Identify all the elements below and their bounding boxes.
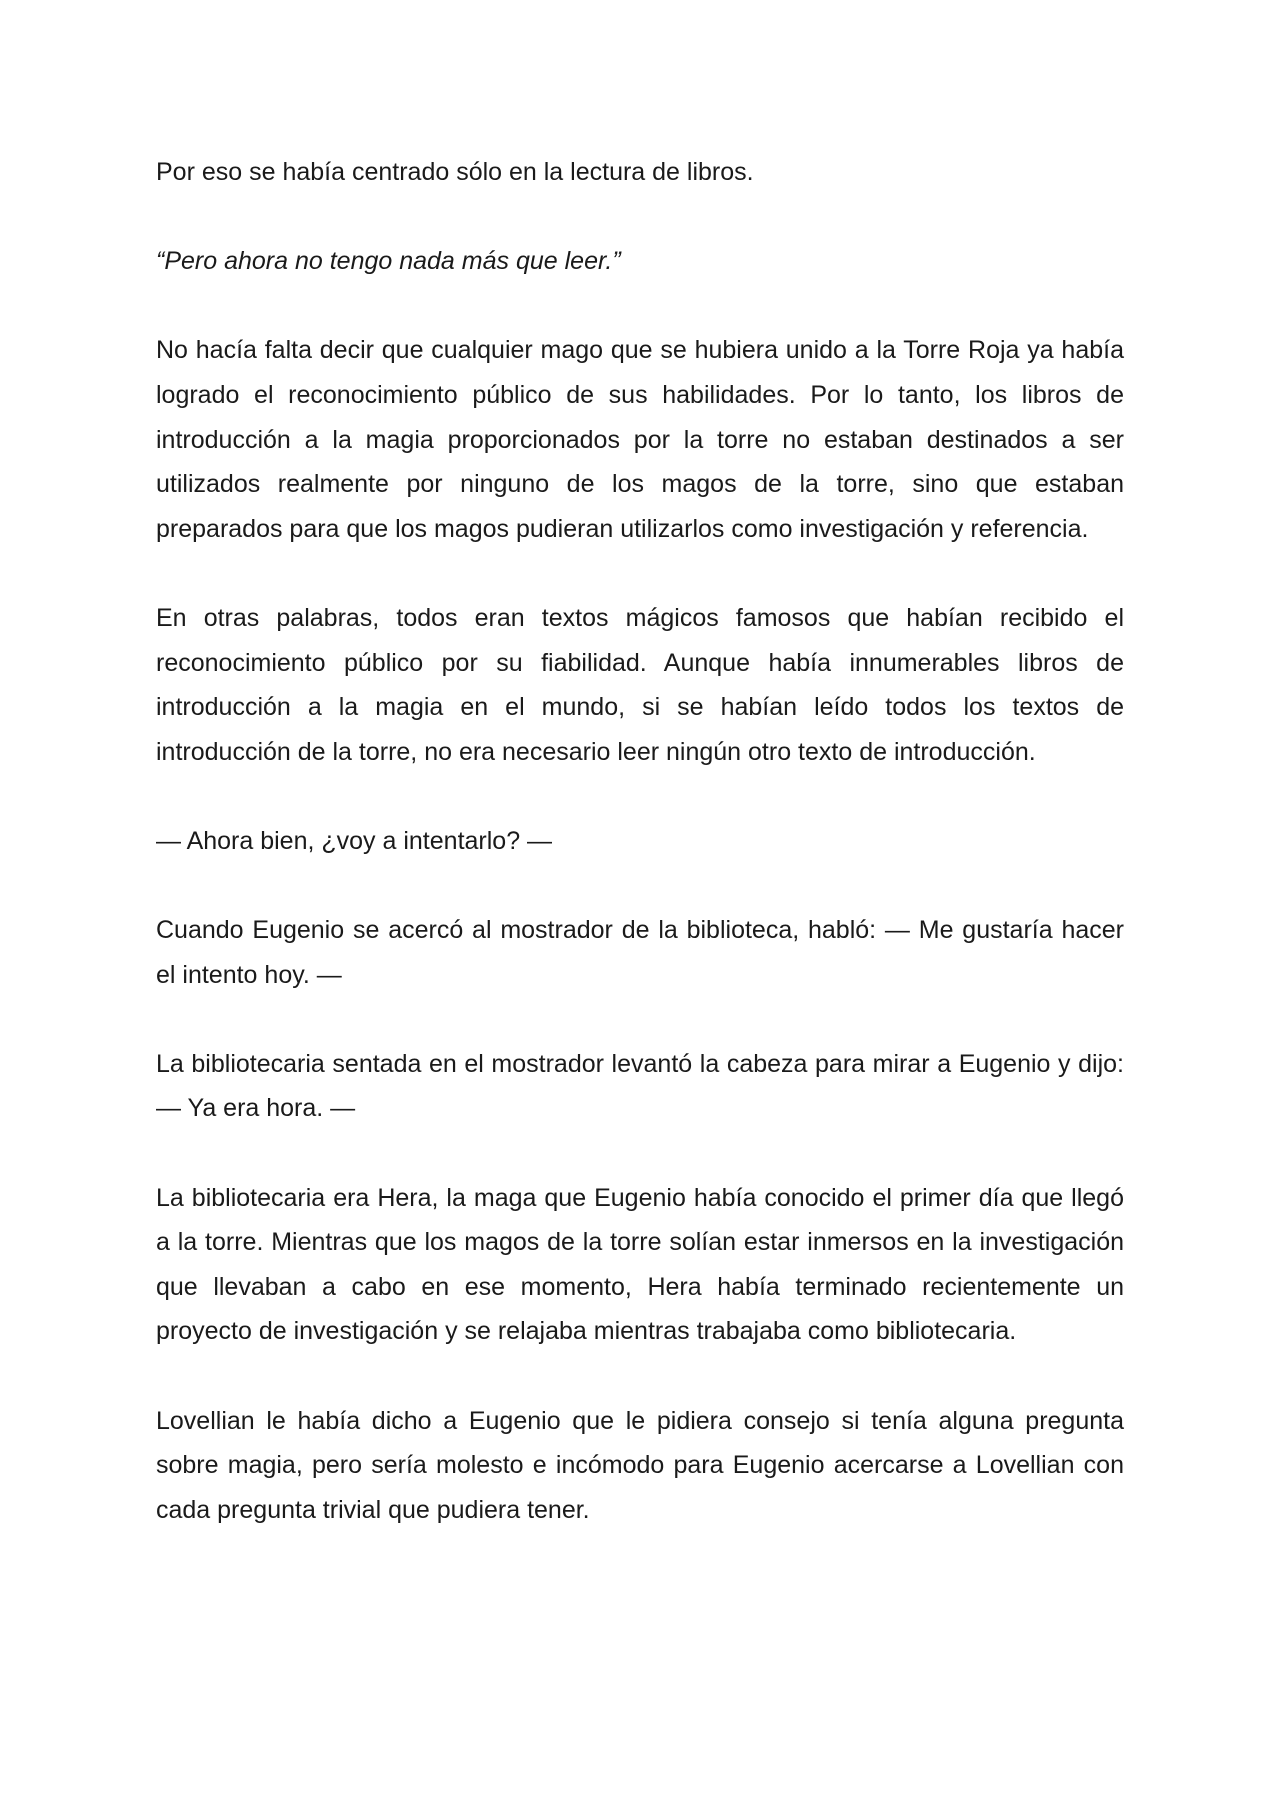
paragraph-dialogue: — Ahora bien, ¿voy a intentarlo? — (156, 826, 553, 855)
paragraph: No hacía falta decir que cualquier mago que se hubiera unido a la Torre Roja ya había logrado el reconocimiento público de sus habilidades. Por lo tanto, los libros de introducción a la magia proporcionados por la torre no estaban destinados a ser utilizados realmente por ninguno de los magos de la torre, sino que estaban preparados para que los magos pudieran utilizarlos como investigación y referencia. (156, 336, 1124, 543)
paragraph: La bibliotecaria sentada en el mostrador levantó la cabeza para mirar a Eugenio y dijo: — Ya era hora. — (156, 1049, 1124, 1123)
paragraph: Lovellian le había dicho a Eugenio que le pidiera consejo si tenía alguna pregunta sobre magia, pero sería molesto e incómodo para Eugenio acercarse a Lovellian con cada pregunta trivial que pudiera tener. (156, 1406, 1124, 1524)
paragraph-quote: “Pero ahora no tengo nada más que leer.” (156, 247, 621, 276)
paragraph: La bibliotecaria era Hera, la maga que Eugenio había conocido el primer día que llegó a la torre. Mientras que los magos de la torre solían estar inmersos en la investigación que llevaban a cabo en ese momento, Hera había terminado recientemente un proyecto de investigación y se relajaba mientras trabajaba como bibliotecaria. (156, 1183, 1124, 1346)
paragraph: En otras palabras, todos eran textos mágicos famosos que habían recibido el reconocimiento público por su fiabilidad. Aunque había innumerables libros de introducción a la magia en el mundo, si se habían leído todos los textos de introducción de la torre, no era necesario leer ningún otro texto de introducción. (156, 603, 1124, 766)
document-body (156, 150, 1124, 1577)
paragraph: Cuando Eugenio se acercó al mostrador de la biblioteca, habló: — Me gustaría hacer el intento hoy. — (156, 916, 1124, 989)
paragraph: Por eso se había centrado sólo en la lectura de libros. (156, 158, 754, 186)
